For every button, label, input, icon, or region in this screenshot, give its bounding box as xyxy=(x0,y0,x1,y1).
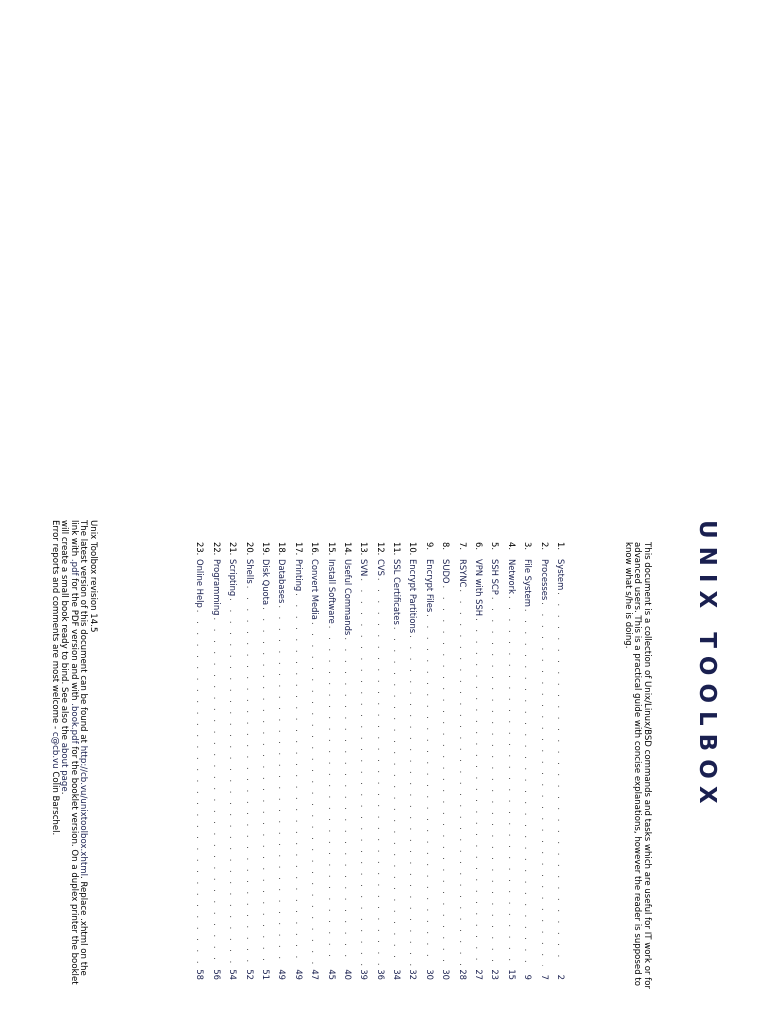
toc-number: 12. xyxy=(375,542,386,556)
toc-page-number[interactable]: 45 xyxy=(326,969,337,980)
toc-page-number[interactable]: 54 xyxy=(228,969,239,980)
toc-link[interactable]: Encrypt Partitions xyxy=(408,559,419,634)
toc-leader-dots xyxy=(536,602,552,966)
toc-leader-dots xyxy=(471,618,487,966)
toc-item[interactable] xyxy=(323,542,339,980)
page-title: UNIX TOOLBOX xyxy=(694,520,720,812)
toc-item[interactable] xyxy=(192,542,208,980)
toc-number: 13. xyxy=(359,542,370,556)
toc-leader-dots xyxy=(192,610,208,966)
toc-leader-dots xyxy=(553,592,569,966)
toc-page-number[interactable]: 7 xyxy=(539,974,550,980)
toc-item[interactable] xyxy=(241,542,257,980)
toc-link[interactable]: Convert Media xyxy=(310,559,321,620)
footer-text: . Replace .xhtml on the link with xyxy=(68,520,89,976)
toc-number: 5. xyxy=(490,542,501,550)
toc-item[interactable] xyxy=(307,542,323,980)
toc-leader-dots xyxy=(454,589,470,966)
toc-page-number[interactable]: 15 xyxy=(506,969,517,980)
toc-leader-dots xyxy=(372,578,388,966)
toc-page-number[interactable]: 2 xyxy=(556,974,566,980)
toc-leader-dots xyxy=(389,627,405,966)
toc-number: 8. xyxy=(441,542,452,550)
toc-leader-dots xyxy=(307,622,323,966)
toc-link[interactable]: CVS xyxy=(375,559,386,576)
toolbox-url-link[interactable]: http://cb.vu/unixtoolbox.xhtml xyxy=(78,745,89,876)
toc-item[interactable] xyxy=(356,542,372,980)
toc-link[interactable]: RSYNC xyxy=(457,559,468,588)
toc-page-number[interactable]: 9 xyxy=(523,974,534,980)
toc-page-number[interactable]: 32 xyxy=(408,969,419,980)
toc-link[interactable]: SVN xyxy=(359,559,370,577)
toc-item[interactable] xyxy=(553,542,569,980)
toc-page-number[interactable]: 30 xyxy=(441,969,452,980)
toc-leader-dots xyxy=(241,586,257,966)
toc-item[interactable] xyxy=(389,542,405,980)
toc-leader-dots xyxy=(405,635,421,966)
toc-link[interactable]: Install Software xyxy=(326,559,337,624)
footer-text: Colin Barschel. xyxy=(49,768,60,836)
about-page-link[interactable]: about page xyxy=(59,742,70,792)
book-pdf-link[interactable]: .book.pdf xyxy=(68,703,79,744)
toc-link[interactable]: System xyxy=(556,559,566,591)
toc-leader-dots xyxy=(503,596,519,966)
toc-item[interactable] xyxy=(471,542,487,980)
toc-leader-dots xyxy=(208,617,224,966)
toc-item[interactable] xyxy=(536,542,552,980)
toc-page-number[interactable]: 23 xyxy=(490,969,501,980)
toc-number: 9. xyxy=(424,542,435,550)
toc-item[interactable] xyxy=(454,542,470,980)
email-link[interactable]: c@cb.vu xyxy=(49,731,60,769)
footer-text: Error reports and comments are most welcome - xyxy=(49,520,60,732)
toc-leader-dots xyxy=(487,597,503,966)
toc-page-number[interactable]: 56 xyxy=(211,969,222,980)
toc-number: 21. xyxy=(228,542,239,556)
toc-item[interactable] xyxy=(208,542,224,980)
toc-leader-dots xyxy=(421,614,437,966)
toc-leader-dots xyxy=(225,598,241,966)
toc-number: 6. xyxy=(474,542,485,550)
toc-link[interactable]: Disk Quota xyxy=(260,559,271,606)
toc-number: 10. xyxy=(408,542,419,556)
toc-page-number[interactable]: 52 xyxy=(244,969,255,980)
toc-item[interactable] xyxy=(290,542,306,980)
toc-number: 3. xyxy=(523,542,534,550)
toc-page-number[interactable]: 36 xyxy=(375,969,386,980)
toc-link[interactable]: Encrypt Files xyxy=(424,559,435,613)
toc-link[interactable]: SSL Certificates xyxy=(392,559,403,625)
pdf-link[interactable]: .pdf xyxy=(68,558,79,576)
toc-link[interactable]: Programming xyxy=(211,559,222,616)
toc-number: 14. xyxy=(342,542,353,556)
footer-text: for the PDF version and with xyxy=(68,575,79,704)
toc-page-number[interactable]: 51 xyxy=(260,969,271,980)
toc-leader-dots xyxy=(258,607,274,966)
footer-text: The latest version of this document can be found at xyxy=(78,520,89,746)
toc-number: 16. xyxy=(310,542,321,556)
toc-number: 22. xyxy=(211,542,222,556)
toc-link[interactable]: Shells xyxy=(244,559,255,584)
toc-item[interactable] xyxy=(274,542,290,980)
toc-leader-dots xyxy=(274,605,290,966)
toc-number: 17. xyxy=(293,542,304,556)
toc-number: 18. xyxy=(277,542,288,556)
toc-number: 19. xyxy=(260,542,271,556)
toc-page-number[interactable]: 47 xyxy=(310,969,321,980)
toc-link[interactable]: Processes xyxy=(539,559,550,601)
table-of-contents xyxy=(192,542,569,980)
intro-paragraph: This document is a collection of Unix/Linux/BSD commands and tasks which are useful for IT work or for advanced users. This is a practical guide with concise explanations, however the reader is supposed to know what s/he is doing. xyxy=(622,542,652,990)
toc-item[interactable] xyxy=(503,542,519,980)
toc-number: 1. xyxy=(556,542,566,550)
toc-item[interactable] xyxy=(340,542,356,980)
error-reports xyxy=(49,520,59,990)
toc-number: 15. xyxy=(326,542,337,556)
toc-page-number[interactable]: 58 xyxy=(195,969,206,980)
footer-paragraph xyxy=(59,520,88,990)
toc-number: 11. xyxy=(392,542,403,556)
toc-item[interactable] xyxy=(225,542,241,980)
toc-page-number[interactable]: 49 xyxy=(277,969,288,980)
toc-number: 23. xyxy=(195,542,206,556)
toc-page-number[interactable]: 49 xyxy=(293,969,304,980)
toc-number: 7. xyxy=(457,542,468,550)
toc-leader-dots xyxy=(520,609,536,966)
toc-page-number[interactable]: 30 xyxy=(424,969,435,980)
revision-text: Unix Toolbox revision 14.5 xyxy=(88,520,98,633)
toc-link[interactable]: File System xyxy=(523,559,534,607)
toc-page-number[interactable]: 27 xyxy=(474,969,485,980)
toc-leader-dots xyxy=(290,593,306,966)
footer-text: for the booklet version. On a duplex printer the booklet will create a small book ready to bind. See also the xyxy=(59,520,79,985)
toc-link[interactable]: Online Help xyxy=(195,559,206,608)
toc-link[interactable]: Databases xyxy=(277,559,288,604)
toc-page-number[interactable]: 28 xyxy=(457,969,468,980)
toc-link[interactable]: SUDO xyxy=(441,559,452,584)
toc-link[interactable]: VPN with SSH xyxy=(474,559,485,617)
toc-link[interactable]: SSH SCP xyxy=(490,559,501,595)
toc-leader-dots xyxy=(323,626,339,966)
footer-text: . xyxy=(59,791,70,795)
toc-leader-dots xyxy=(438,586,454,967)
toc-link[interactable]: Network xyxy=(506,559,517,594)
toc-number: 20. xyxy=(244,542,255,556)
toc-leader-dots xyxy=(340,637,356,966)
toc-number: 4. xyxy=(506,542,517,550)
toc-page-number[interactable]: 40 xyxy=(342,969,353,980)
toc-item[interactable] xyxy=(421,542,437,980)
toc-item[interactable] xyxy=(438,542,454,980)
toc-number: 2. xyxy=(539,542,550,550)
toc-leader-dots xyxy=(356,578,372,966)
toc-link[interactable]: Printing xyxy=(293,559,304,592)
toc-page-number[interactable]: 39 xyxy=(359,969,370,980)
footer xyxy=(49,520,97,990)
toc-link[interactable]: Scripting xyxy=(228,559,239,597)
toc-item[interactable] xyxy=(520,542,536,980)
toc-item[interactable] xyxy=(405,542,421,980)
toc-item[interactable] xyxy=(487,542,503,980)
toc-item[interactable] xyxy=(372,542,388,980)
toc-link[interactable]: Useful Commands xyxy=(342,559,353,636)
toc-item[interactable] xyxy=(258,542,274,980)
toc-page-number[interactable]: 34 xyxy=(392,969,403,980)
